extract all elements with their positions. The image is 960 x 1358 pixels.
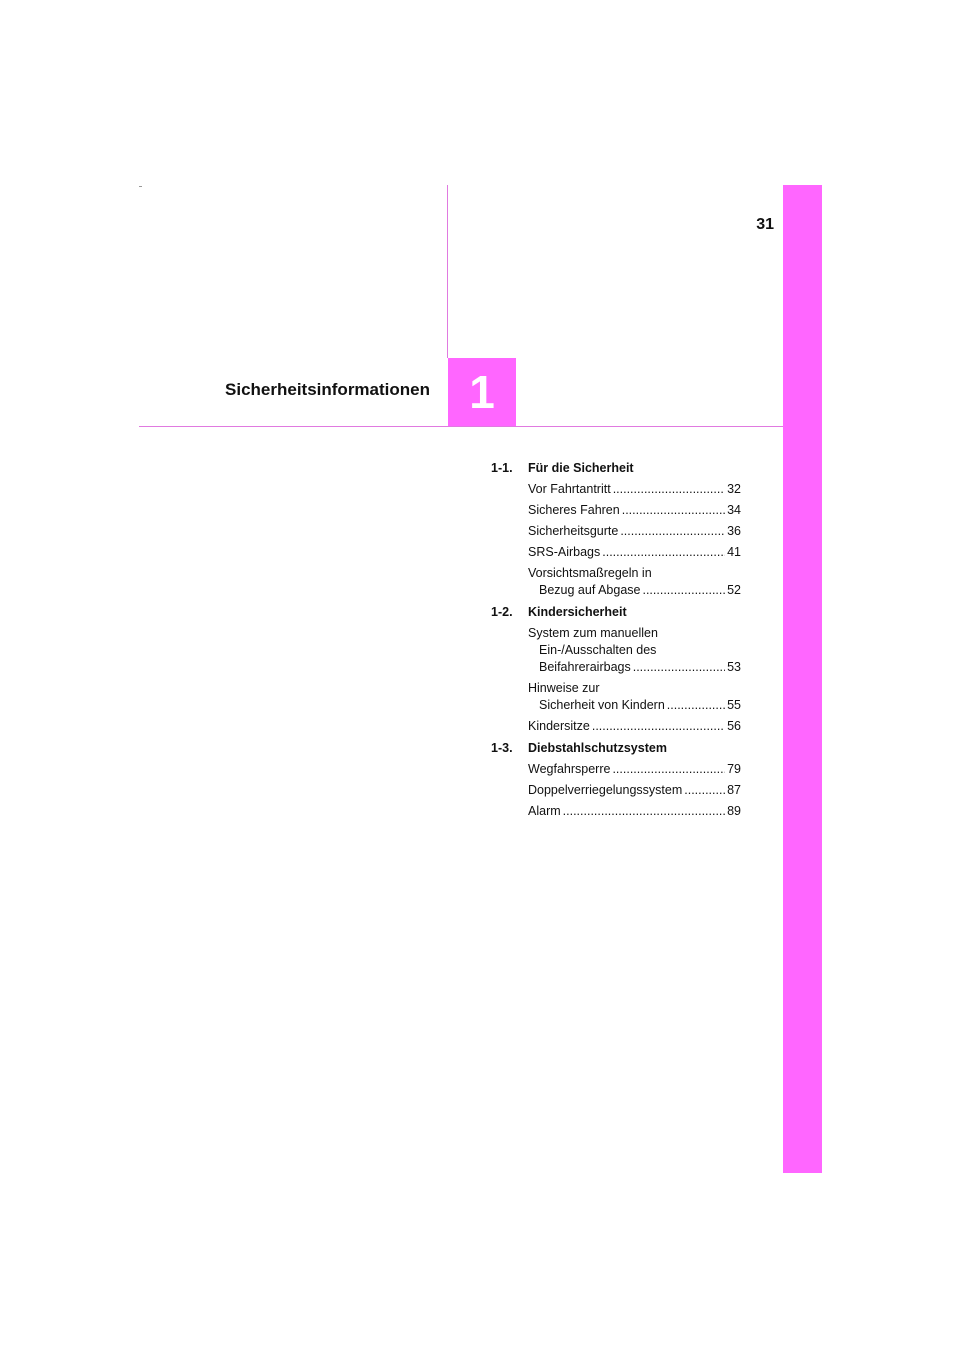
horizontal-rule xyxy=(139,426,783,427)
chapter-title: Sicherheitsinformationen xyxy=(225,380,430,399)
toc-entry-line xyxy=(528,544,741,561)
toc-entry-text: Beifahrerairbags xyxy=(539,660,631,674)
toc-entry[interactable] xyxy=(528,625,741,676)
toc-entry-text: Doppelverriegelungssystem xyxy=(528,783,683,797)
vertical-rule xyxy=(447,185,448,358)
toc-entry-line xyxy=(528,718,741,735)
toc-page-number: 53 xyxy=(727,660,741,674)
toc-leader-dots xyxy=(612,761,725,778)
chapter-number: 1 xyxy=(469,366,495,418)
toc-entry-text: Ein-/Ausschalten des xyxy=(539,643,657,657)
toc-entry-line xyxy=(528,803,741,820)
toc-entry[interactable] xyxy=(528,544,741,561)
toc-entry-text: System zum manuellen xyxy=(528,626,658,640)
toc-leader-dots xyxy=(592,718,725,735)
toc-entry[interactable] xyxy=(528,680,741,714)
toc-page-number: 41 xyxy=(727,545,741,559)
toc-entry-text: Hinweise zur xyxy=(528,681,600,695)
toc-entry-text: Kindersitze xyxy=(528,719,590,733)
toc-entry-text: SRS-Airbags xyxy=(528,545,601,559)
chapter-number-box xyxy=(448,358,516,426)
toc-entry-text: Vor Fahrtantritt xyxy=(528,482,611,496)
toc-leader-dots xyxy=(563,803,725,820)
toc-page-number: 56 xyxy=(727,719,741,733)
toc-page-number: 32 xyxy=(727,482,741,496)
toc-page-number: 34 xyxy=(727,503,741,517)
toc-leader-dots xyxy=(633,659,725,676)
toc-leader-dots xyxy=(602,544,725,561)
toc-entry-text: Alarm xyxy=(528,804,561,818)
toc-section-number: 1-1. xyxy=(491,461,513,475)
toc-entry-line xyxy=(528,582,741,599)
toc-entry[interactable] xyxy=(528,782,741,799)
toc-page-number: 89 xyxy=(727,804,741,818)
toc-page-number: 79 xyxy=(727,762,741,776)
toc-leader-dots xyxy=(667,697,725,714)
toc-section xyxy=(491,740,741,757)
toc-entry-text: Sicherheitsgurte xyxy=(528,524,619,538)
toc-section xyxy=(491,604,741,621)
toc-leader-dots xyxy=(642,582,725,599)
toc-entry-line xyxy=(528,565,741,582)
toc-entry-line xyxy=(528,481,741,498)
toc-entry[interactable] xyxy=(528,761,741,778)
toc-entry-line xyxy=(528,782,741,799)
toc-entry[interactable] xyxy=(528,523,741,540)
toc-entry[interactable] xyxy=(528,565,741,599)
toc-page-number: 87 xyxy=(727,783,741,797)
toc-entry-line xyxy=(528,625,741,642)
toc-leader-dots xyxy=(620,523,725,540)
toc-leader-dots xyxy=(684,782,725,799)
toc-entry-text: Bezug auf Abgase xyxy=(539,583,641,597)
crop-mark xyxy=(139,186,142,187)
toc-section xyxy=(491,460,741,477)
toc-page-number: 55 xyxy=(727,698,741,712)
toc-entry-text: Wegfahrsperre xyxy=(528,762,611,776)
toc-entry[interactable] xyxy=(528,502,741,519)
chapter-side-tab xyxy=(783,185,822,1173)
toc-entry-line xyxy=(528,697,741,714)
toc-section-title: Diebstahlschutzsystem xyxy=(528,741,667,755)
toc-leader-dots xyxy=(622,502,725,519)
toc-section-number: 1-3. xyxy=(491,741,513,755)
toc-entry[interactable] xyxy=(528,803,741,820)
toc-entry-line xyxy=(528,659,741,676)
toc-entry-line xyxy=(528,680,741,697)
toc-section-title: Für die Sicherheit xyxy=(528,461,634,475)
toc-entry-text: Sicheres Fahren xyxy=(528,503,620,517)
table-of-contents xyxy=(491,460,741,820)
toc-entry-text: Vorsichtsmaßregeln in xyxy=(528,566,652,580)
toc-entry[interactable] xyxy=(528,718,741,735)
toc-page-number: 36 xyxy=(727,524,741,538)
toc-section-title: Kindersicherheit xyxy=(528,605,627,619)
toc-section-number: 1-2. xyxy=(491,605,513,619)
toc-entry-text: Sicherheit von Kindern xyxy=(539,698,665,712)
page-number: 31 xyxy=(756,216,774,233)
toc-entry-line xyxy=(528,761,741,778)
toc-page-number: 52 xyxy=(727,583,741,597)
toc-entry-line xyxy=(528,523,741,540)
toc-entry-line xyxy=(528,642,741,659)
toc-leader-dots xyxy=(613,481,725,498)
toc-entry[interactable] xyxy=(528,481,741,498)
toc-entry-line xyxy=(528,502,741,519)
